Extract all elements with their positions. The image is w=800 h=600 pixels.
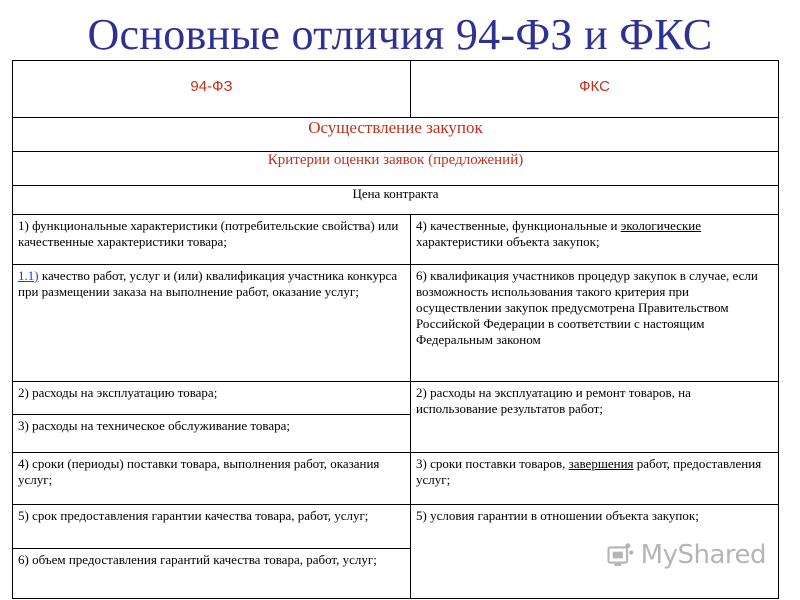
cell-text: 3) сроки поставки товаров, bbox=[416, 456, 569, 471]
cell-left: 6) объем предоставления гарантий качества товара, работ, услуг; bbox=[13, 549, 411, 599]
cell-text: 4) качественные, функциональные и bbox=[416, 218, 621, 233]
section-title: Осуществление закупок bbox=[13, 118, 779, 152]
header-94fz: 94-ФЗ bbox=[13, 61, 411, 118]
table-row bbox=[13, 382, 779, 415]
price-row bbox=[13, 186, 779, 215]
cell-text: характеристики объекта закупок; bbox=[416, 234, 600, 249]
price-criterion: Цена контракта bbox=[13, 186, 779, 215]
table-row bbox=[13, 453, 779, 505]
cell-left: 2) расходы на эксплуатацию товара; bbox=[13, 382, 411, 415]
watermark bbox=[606, 537, 766, 573]
cell-text: работ, предоставления услуг; bbox=[416, 456, 762, 487]
slide-title: Основные отличия 94-ФЗ и ФКС bbox=[87, 10, 713, 59]
table-row bbox=[13, 265, 779, 382]
header-fks: ФКС bbox=[411, 61, 779, 118]
comparison-table bbox=[12, 60, 779, 599]
section-row bbox=[13, 118, 779, 152]
underlined-term: экологические bbox=[620, 218, 702, 233]
cell-right: 5) условия гарантии в отношении объекта закупок; bbox=[411, 505, 779, 599]
cell-left: 1) функциональные характеристики (потребительские свойства) или качественные характеристики товара; bbox=[13, 215, 411, 265]
cell-right: 6) квалификация участников процедур закупок в случае, если возможность использования такого критерия при осуществлении закупок предусмотрена Правительством Российской Федерации в соответствии с настоящим Федеральным законом bbox=[411, 265, 779, 382]
cell-left: 4) сроки (периоды) поставки товара, выполнения работ, оказания услуг; bbox=[13, 453, 411, 505]
cell-left bbox=[13, 265, 411, 382]
watermark-text: MyShared bbox=[640, 540, 766, 570]
myshared-logo-icon bbox=[606, 538, 635, 572]
clause-link[interactable]: 1.1) bbox=[18, 268, 39, 283]
cell-right: 2) расходы на эксплуатацию и ремонт товаров, на использование результатов работ; bbox=[411, 382, 779, 453]
cell-text: качество работ, услуг и (или) квалификация участника конкурса при размещении заказа на выполнение работ, оказание услуг; bbox=[18, 268, 398, 299]
subsection-row bbox=[13, 152, 779, 186]
cell-left: 3) расходы на техническое обслуживание товара; bbox=[13, 415, 411, 453]
cell-left: 5) срок предоставления гарантии качества товара, работ, услуг; bbox=[13, 505, 411, 549]
table-header-row bbox=[13, 61, 779, 118]
cell-right bbox=[411, 215, 779, 265]
subsection-title: Критерии оценки заявок (предложений) bbox=[13, 152, 779, 186]
underlined-term: завершения bbox=[568, 456, 634, 471]
table-row bbox=[13, 215, 779, 265]
cell-right bbox=[411, 453, 779, 505]
